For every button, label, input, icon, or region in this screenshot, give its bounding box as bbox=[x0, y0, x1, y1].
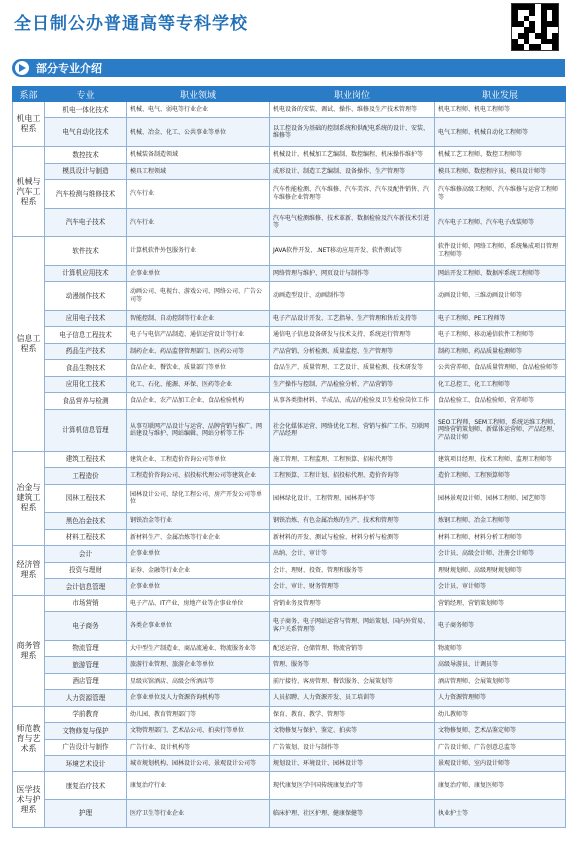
column-header: 系部 bbox=[13, 87, 45, 102]
career-field-cell: 幼儿园、教育管理部门等 bbox=[127, 706, 270, 722]
major-cell: 人力资源管理 bbox=[45, 690, 127, 706]
career-development-cell: 人力资源管理师等 bbox=[435, 690, 566, 706]
career-position-cell: 出纳、会计、审计等 bbox=[270, 546, 435, 562]
career-field-cell: 计算机软件外包服务行业 bbox=[127, 237, 270, 266]
career-development-cell: 会计员、高级会计师、注册会计师等 bbox=[435, 546, 566, 562]
career-field-cell: 汽车行业 bbox=[127, 180, 270, 209]
career-field-cell: 旅游行业管理、旅游企业等单位 bbox=[127, 657, 270, 673]
career-development-cell: 制药工程师、药品质量检测师等 bbox=[435, 343, 566, 359]
major-cell: 学前教育 bbox=[45, 706, 127, 722]
career-field-cell: 星级宾馆酒店、高级会所酒店等 bbox=[127, 673, 270, 689]
major-cell: 护理 bbox=[45, 800, 127, 828]
section-title: 部分专业介绍 bbox=[36, 62, 102, 75]
career-position-cell: 机电设备的安装、调试、操作、维修及生产技术管理等 bbox=[270, 102, 435, 118]
major-cell: 动漫制作技术 bbox=[45, 282, 127, 311]
career-development-cell: 园林景观设计师、园林工程师、园艺师等 bbox=[435, 484, 566, 513]
career-field-cell: 企事业单位 bbox=[127, 579, 270, 595]
career-development-cell: 炼钢工程师、冶金工程师等 bbox=[435, 513, 566, 529]
table-row bbox=[13, 360, 566, 376]
career-development-cell: 材料工程师、材料分析工程师等 bbox=[435, 529, 566, 545]
career-development-cell: 电子工程师、PE工程师等 bbox=[435, 310, 566, 326]
career-development-cell: 动画设计师、三维动画设计师等 bbox=[435, 282, 566, 311]
career-position-cell: 通信电子信息设备研发与技术支持、系统运行管理等 bbox=[270, 327, 435, 343]
table-row bbox=[13, 546, 566, 562]
department-cell: 商务管理系 bbox=[13, 595, 45, 706]
career-position-cell: 会计、审计、财务管理等 bbox=[270, 579, 435, 595]
table-row bbox=[13, 484, 566, 513]
table-row bbox=[13, 690, 566, 706]
career-field-cell: 电子与电信产品制造、通信运营设计等行业 bbox=[127, 327, 270, 343]
career-position-cell: 管理、服务等 bbox=[270, 657, 435, 673]
department-cell: 经济管理系 bbox=[13, 546, 45, 595]
career-position-cell: 从事各类脂材料、半成品、成品的检验及卫生检验岗位工作 bbox=[270, 393, 435, 409]
table-row bbox=[13, 208, 566, 237]
career-position-cell: 新材料的开发、测试与检验、材料分析与检测等 bbox=[270, 529, 435, 545]
career-development-cell: 执业护士等 bbox=[435, 800, 566, 828]
career-position-cell: 汽车性能检测、汽车维修、汽车美容、汽车及配件销售、汽车维修企业管理等 bbox=[270, 180, 435, 209]
major-cell: 市场营销 bbox=[45, 595, 127, 611]
table-row bbox=[13, 265, 566, 281]
table-row bbox=[13, 529, 566, 545]
career-position-cell: 保育、教育、教学、管理等 bbox=[270, 706, 435, 722]
major-cell: 计算机应用技术 bbox=[45, 265, 127, 281]
major-cell: 黑色冶金技术 bbox=[45, 513, 127, 529]
column-header: 职业领域 bbox=[127, 87, 270, 102]
career-position-cell: 广告策划、设计与制作等 bbox=[270, 739, 435, 755]
major-cell: 应用电子技术 bbox=[45, 310, 127, 326]
career-position-cell: 生产操作与控制、产品检验分析、产品营销等 bbox=[270, 376, 435, 392]
major-cell: 文物修复与保护 bbox=[45, 723, 127, 739]
major-cell: 康复治疗技术 bbox=[45, 772, 127, 800]
career-field-cell: 化工、石化、能源、环保、医药等企业 bbox=[127, 376, 270, 392]
career-position-cell: 规划设计、环境设计、园林设计等 bbox=[270, 756, 435, 772]
career-field-cell: 证券、金融等行业企业 bbox=[127, 562, 270, 578]
career-development-cell: 会计员、审计师等 bbox=[435, 579, 566, 595]
column-header: 职业发展 bbox=[435, 87, 566, 102]
major-cell: 数控技术 bbox=[45, 147, 127, 163]
table-row bbox=[13, 118, 566, 147]
career-field-cell: 食品企业、农产品加工企业、食品检验机构 bbox=[127, 393, 270, 409]
major-cell: 电子信息工程技术 bbox=[45, 327, 127, 343]
major-cell: 建筑工程技术 bbox=[45, 451, 127, 467]
table-row bbox=[13, 102, 566, 118]
career-development-cell: 幼儿教师等 bbox=[435, 706, 566, 722]
department-cell: 机械与汽车工程系 bbox=[13, 147, 45, 237]
career-development-cell: 化工总控工、化工工程师等 bbox=[435, 376, 566, 392]
career-field-cell: 大中型生产制造业、商品流通业、物流服务业等 bbox=[127, 640, 270, 656]
table-row bbox=[13, 595, 566, 611]
major-cell: 汽车电子技术 bbox=[45, 208, 127, 237]
section-header-bar bbox=[12, 59, 565, 77]
play-circle-icon bbox=[15, 61, 29, 75]
career-field-cell: 新材料生产、金属冶炼等行业企业 bbox=[127, 529, 270, 545]
table-row bbox=[13, 163, 566, 179]
career-development-cell: 物流师等 bbox=[435, 640, 566, 656]
career-position-cell: 施工管理、工程监理、工程预算、招标代理等 bbox=[270, 451, 435, 467]
career-field-cell: 模具工程领域 bbox=[127, 163, 270, 179]
career-field-cell: 广告行业、设计机构等 bbox=[127, 739, 270, 755]
career-field-cell: 各类企事业单位 bbox=[127, 612, 270, 641]
table-row bbox=[13, 800, 566, 828]
career-development-cell: 机械工艺工程师、数控工程师等 bbox=[435, 147, 566, 163]
career-development-cell: 广告设计师、广告创意总监等 bbox=[435, 739, 566, 755]
career-development-cell: 酒店管理师、会展策划师等 bbox=[435, 673, 566, 689]
major-cell: 园林工程技术 bbox=[45, 484, 127, 513]
career-development-cell: 建筑项目经理、技术工程师、监理工程师等 bbox=[435, 451, 566, 467]
career-development-cell: 营销经理、营销策划师等 bbox=[435, 595, 566, 611]
table-row bbox=[13, 327, 566, 343]
career-field-cell: 康复治疗行业 bbox=[127, 772, 270, 800]
career-field-cell: 动画公司、电视台、游戏公司、网络公司、广告公司等 bbox=[127, 282, 270, 311]
major-cell: 环境艺术设计 bbox=[45, 756, 127, 772]
major-cell: 机电一体化技术 bbox=[45, 102, 127, 118]
major-cell: 模具设计与制造 bbox=[45, 163, 127, 179]
column-header: 专业 bbox=[45, 87, 127, 102]
career-development-cell: 电子商务师等 bbox=[435, 612, 566, 641]
career-position-cell: 前厅接待、客房管理、餐饮服务、会展策划等 bbox=[270, 673, 435, 689]
table-row bbox=[13, 562, 566, 578]
career-position-cell: 会计、理财、投资、管理和服务等 bbox=[270, 562, 435, 578]
career-position-cell: 园林绿化设计、工程管理、园林养护等 bbox=[270, 484, 435, 513]
career-position-cell: 配送运营、仓储管理、物流营销等 bbox=[270, 640, 435, 656]
career-development-cell: SEO工程师、SEM工程师、系统运维工程师、网络营销策划师、新媒体运营师、产品经理、产品设计师 bbox=[435, 409, 566, 451]
career-position-cell: 以工控设备为基础的控制系统和供配电系统的设计、安装、维修等 bbox=[270, 118, 435, 147]
career-position-cell: 社会化媒体运营、网络优化工程、营销与推广工作、互联网产品经理 bbox=[270, 409, 435, 451]
career-position-cell: 电子产品设计开发、工艺指导、生产管理和售后支持等 bbox=[270, 310, 435, 326]
major-cell: 材料工程技术 bbox=[45, 529, 127, 545]
major-cell: 汽车检测与维修技术 bbox=[45, 180, 127, 209]
career-position-cell: 钢铁冶炼、有色金属冶炼的生产、技术和管理等 bbox=[270, 513, 435, 529]
department-cell: 机电工程系 bbox=[13, 102, 45, 147]
career-development-cell: 汽车电子工程师、汽车电子改装师等 bbox=[435, 208, 566, 237]
table-row bbox=[13, 723, 566, 739]
career-development-cell: 理财规划师、高级理财规划师等 bbox=[435, 562, 566, 578]
career-field-cell: 机械、冶金、化工、公共事业等单位 bbox=[127, 118, 270, 147]
career-development-cell: 高级导游员、计调员等 bbox=[435, 657, 566, 673]
table-row bbox=[13, 756, 566, 772]
qr-code-icon bbox=[511, 3, 559, 51]
career-development-cell: 机电工程师、机电工程师等 bbox=[435, 102, 566, 118]
career-field-cell: 工程造价咨询公司、招投标代理公司等建筑企业 bbox=[127, 468, 270, 484]
career-field-cell: 文物管理部门、艺术品公司、拍卖行等单位 bbox=[127, 723, 270, 739]
career-position-cell: 营销业务及管理等 bbox=[270, 595, 435, 611]
career-position-cell: 食品生产、质量管理、工艺设计、质量检测、技术研发等 bbox=[270, 360, 435, 376]
career-development-cell: 食品检验工、食品检验师、营养师等 bbox=[435, 393, 566, 409]
major-cell: 电气自动化技术 bbox=[45, 118, 127, 147]
career-field-cell: 智能控制、自动控制等行业企业 bbox=[127, 310, 270, 326]
table-row bbox=[13, 612, 566, 641]
career-development-cell: 康复治疗师、康复医师等 bbox=[435, 772, 566, 800]
major-cell: 应用化工技术 bbox=[45, 376, 127, 392]
major-cell: 投资与理财 bbox=[45, 562, 127, 578]
career-field-cell: 钢铁冶金等行业 bbox=[127, 513, 270, 529]
table-row bbox=[13, 343, 566, 359]
career-position-cell: 动画造型设计、动画制作等 bbox=[270, 282, 435, 311]
career-position-cell: 汽车电气检测维修、技术革新、数据检验及汽车新技术引进等 bbox=[270, 208, 435, 237]
career-position-cell: 临床护理、社区护理、健康保健等 bbox=[270, 800, 435, 828]
career-field-cell: 城市规划机构、园林设计公司、景观设计公司等 bbox=[127, 756, 270, 772]
major-cell: 食品营养与检测 bbox=[45, 393, 127, 409]
table-row bbox=[13, 376, 566, 392]
career-development-cell: 电气工程师、机械自动化工程师等 bbox=[435, 118, 566, 147]
career-development-cell: 造价工程师、工程预算师等 bbox=[435, 468, 566, 484]
major-cell: 旅游管理 bbox=[45, 657, 127, 673]
career-field-cell: 园林设计公司、绿化工程公司、房产开发公司等单位 bbox=[127, 484, 270, 513]
table-row bbox=[13, 393, 566, 409]
career-position-cell: 产品营销、分析检测、质量监控、生产管理等 bbox=[270, 343, 435, 359]
major-cell: 电子商务 bbox=[45, 612, 127, 641]
column-header: 职业岗位 bbox=[270, 87, 435, 102]
table-row bbox=[13, 147, 566, 163]
major-cell: 工程造价 bbox=[45, 468, 127, 484]
career-field-cell: 电子产品、IT产业、房地产业等企事业单位 bbox=[127, 595, 270, 611]
career-development-cell: 景观设计师、室内设计师等 bbox=[435, 756, 566, 772]
career-development-cell: 模具工程师、数控程序员、模具设计师等 bbox=[435, 163, 566, 179]
major-cell: 会计 bbox=[45, 546, 127, 562]
career-field-cell: 企事业单位及人力资源咨询机构等 bbox=[127, 690, 270, 706]
career-position-cell: 现代康复医学中国传统康复治疗等 bbox=[270, 772, 435, 800]
career-position-cell: 文物修复与保护、鉴定、拍卖等 bbox=[270, 723, 435, 739]
department-cell: 冶金与建筑工程系 bbox=[13, 451, 45, 546]
career-development-cell: 文物修复师、艺术品鉴定师等 bbox=[435, 723, 566, 739]
career-position-cell: JAVA软件开发、.NET移动应用开发、软件测试等 bbox=[270, 237, 435, 266]
career-position-cell: 人员招聘、人力资源开发、员工培训等 bbox=[270, 690, 435, 706]
career-field-cell: 汽车行业 bbox=[127, 208, 270, 237]
major-cell: 酒店管理 bbox=[45, 673, 127, 689]
career-field-cell: 企事业单位 bbox=[127, 546, 270, 562]
table-header-row bbox=[13, 87, 566, 102]
career-field-cell: 机械、电气、弱电等行业企业 bbox=[127, 102, 270, 118]
career-position-cell: 机械设计、机械加工艺编制、数控编程、机床操作维护等 bbox=[270, 147, 435, 163]
table-row bbox=[13, 579, 566, 595]
table-row bbox=[13, 706, 566, 722]
career-field-cell: 食品企业、餐饮业、质量部门等单位 bbox=[127, 360, 270, 376]
department-cell: 信息工程系 bbox=[13, 237, 45, 451]
career-development-cell: 软件设计师、网络工程师、系统集成项目管理工程师等 bbox=[435, 237, 566, 266]
table-row bbox=[13, 237, 566, 266]
department-cell: 医学技术与护理系 bbox=[13, 772, 45, 828]
table-row bbox=[13, 180, 566, 209]
career-field-cell: 企事业单位 bbox=[127, 265, 270, 281]
table-row bbox=[13, 310, 566, 326]
career-field-cell: 制药企业、药品监督管理部门、医药公司等 bbox=[127, 343, 270, 359]
table-row bbox=[13, 657, 566, 673]
major-cell: 会计信息管理 bbox=[45, 579, 127, 595]
table-row bbox=[13, 468, 566, 484]
table-row bbox=[13, 640, 566, 656]
career-field-cell: 机械装备制造领域 bbox=[127, 147, 270, 163]
career-field-cell: 医疗卫生等行业企业 bbox=[127, 800, 270, 828]
major-cell: 药品生产技术 bbox=[45, 343, 127, 359]
career-field-cell: 从事互联网产品设计与运营、品牌营销与推广、网站建设与维护、网站编辑、网站分析等工作 bbox=[127, 409, 270, 451]
major-cell: 广告设计与制作 bbox=[45, 739, 127, 755]
table-row bbox=[13, 451, 566, 467]
major-cell: 物流管理 bbox=[45, 640, 127, 656]
table-row bbox=[13, 739, 566, 755]
table-row bbox=[13, 673, 566, 689]
department-cell: 师范教育与艺术系 bbox=[13, 706, 45, 772]
career-position-cell: 电子商务、电子网站运营与管理、网站策划、国内外贸易、客户关系管理等 bbox=[270, 612, 435, 641]
majors-table bbox=[12, 86, 566, 828]
career-development-cell: 公共营养师、食品质量管理师、食品检验师等 bbox=[435, 360, 566, 376]
career-field-cell: 建筑企业、工程造价咨询公司等单位 bbox=[127, 451, 270, 467]
table-row bbox=[13, 282, 566, 311]
major-cell: 计算机信息管理 bbox=[45, 409, 127, 451]
table-row bbox=[13, 772, 566, 800]
career-development-cell: 电子工程师、移动通信软件工程师等 bbox=[435, 327, 566, 343]
career-development-cell: 汽车维修高级工程师、汽车维修与运营工程师等 bbox=[435, 180, 566, 209]
career-position-cell: 网络管理与维护、网页设计与制作等 bbox=[270, 265, 435, 281]
major-cell: 食品生物技术 bbox=[45, 360, 127, 376]
major-cell: 软件技术 bbox=[45, 237, 127, 266]
page-title: 全日制公办普通高等专科学校 bbox=[14, 14, 248, 34]
career-position-cell: 工程预算、工程计划、招投标代理、造价咨询等 bbox=[270, 468, 435, 484]
table-row bbox=[13, 513, 566, 529]
career-development-cell: 网站开发工程师、数据库系统工程师等 bbox=[435, 265, 566, 281]
table-row bbox=[13, 409, 566, 451]
career-position-cell: 成形设计、制造工艺编制、设备操作、生产管理等 bbox=[270, 163, 435, 179]
